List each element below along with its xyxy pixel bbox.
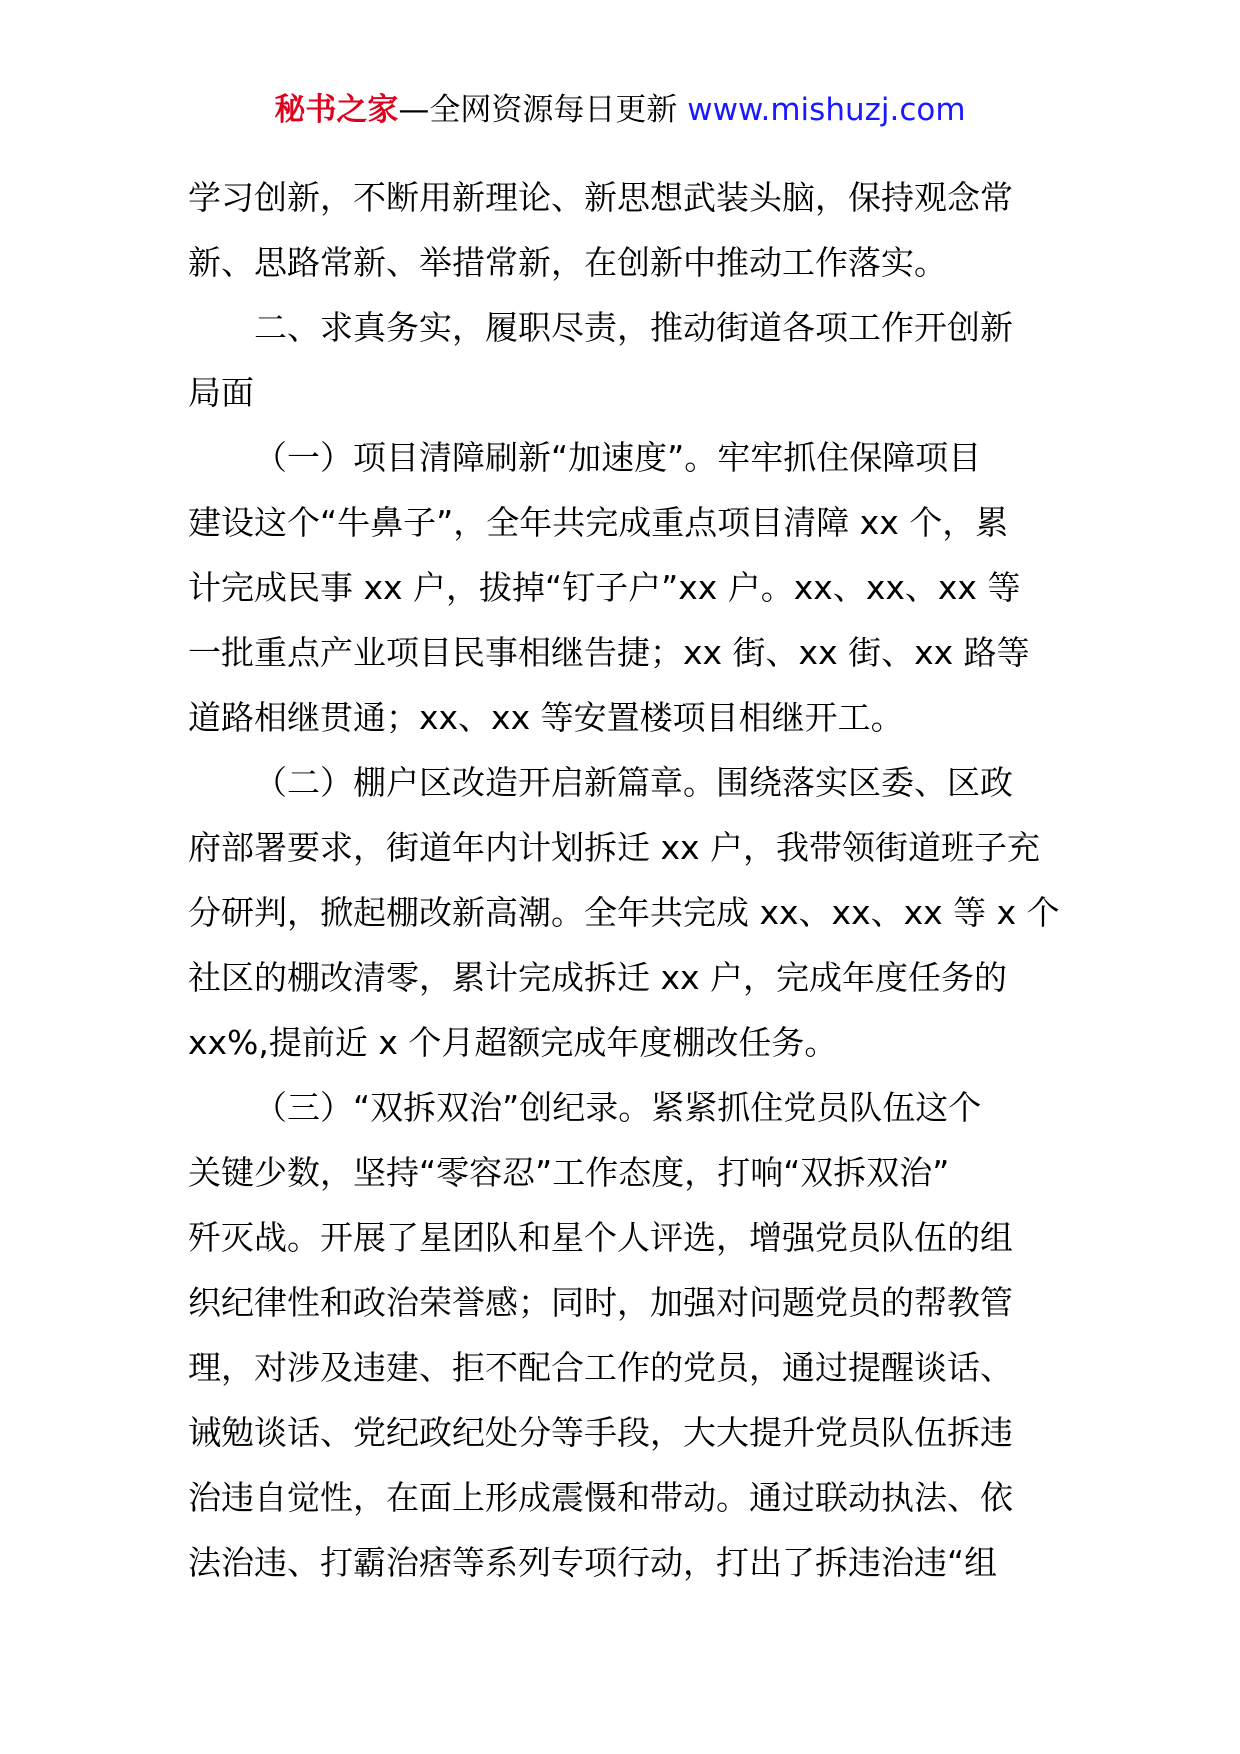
text-line: 道路相继贯通；xx、xx 等安置楼项目相继开工。 xyxy=(188,698,904,737)
document-body xyxy=(188,165,1068,1595)
text-line: 学习创新，不断用新理论、新思想武装头脑，保持观念常 xyxy=(188,178,1013,217)
text-line: 歼灭战。开展了星团队和星个人评选，增强党员队伍的组 xyxy=(188,1218,1013,1257)
text-line: 治违自觉性，在面上形成震慑和带动。通过联动执法、依 xyxy=(188,1478,1013,1517)
brand-name: 秘书之家 xyxy=(274,92,399,128)
text-line: 关键少数，坚持“零容忍”工作态度，打响“双拆双治” xyxy=(188,1153,950,1192)
text-line: 诫勉谈话、党纪政纪处分等手段，大大提升党员队伍拆违 xyxy=(188,1413,1013,1452)
text-line: 计完成民事 xx 户，拔掉“钉子户”xx 户。xx、xx、xx 等 xyxy=(188,568,1021,607)
paragraph-start: （三）“双拆双治”创纪录。紧紧抓住党员队伍这个 xyxy=(254,1088,982,1127)
header-tagline: —全网资源每日更新 xyxy=(398,92,688,128)
text-line: 织纪律性和政治荣誉感；同时，加强对问题党员的帮教管 xyxy=(188,1283,1013,1322)
section-heading: 二、求真务实，履职尽责，推动街道各项工作开创新 xyxy=(254,308,1013,347)
website-link[interactable]: www.mishuzj.com xyxy=(687,92,966,128)
paragraph-start: （二）棚户区改造开启新篇章。围绕落实区委、区政 xyxy=(254,763,1013,802)
text-line: 社区的棚改清零，累计完成拆迁 xx 户，完成年度任务的 xyxy=(188,958,1008,997)
page-header xyxy=(0,84,1240,136)
text-line: 法治违、打霸治痞等系列专项行动，打出了拆违治违“组 xyxy=(188,1543,998,1582)
text-line: 分研判，掀起棚改新高潮。全年共完成 xx、xx、xx 等 x 个 xyxy=(188,893,1060,932)
text-line: 新、思路常新、举措常新，在创新中推动工作落实。 xyxy=(188,243,947,282)
text-line: 局面 xyxy=(188,373,254,412)
paragraph-start: （一）项目清障刷新“加速度”。牢牢抓住保障项目 xyxy=(254,438,982,477)
text-line: 府部署要求，街道年内计划拆迁 xx 户，我带领街道班子充 xyxy=(188,828,1041,867)
text-line: 理，对涉及违建、拒不配合工作的党员，通过提醒谈话、 xyxy=(188,1348,1013,1387)
text-line: 一批重点产业项目民事相继告捷；xx 街、xx 街、xx 路等 xyxy=(188,633,1030,672)
text-line: 建设这个“牛鼻子”，全年共完成重点项目清障 xx 个，累 xyxy=(188,503,1009,542)
text-line: xx%,提前近 x 个月超额完成年度棚改任务。 xyxy=(188,1023,838,1062)
